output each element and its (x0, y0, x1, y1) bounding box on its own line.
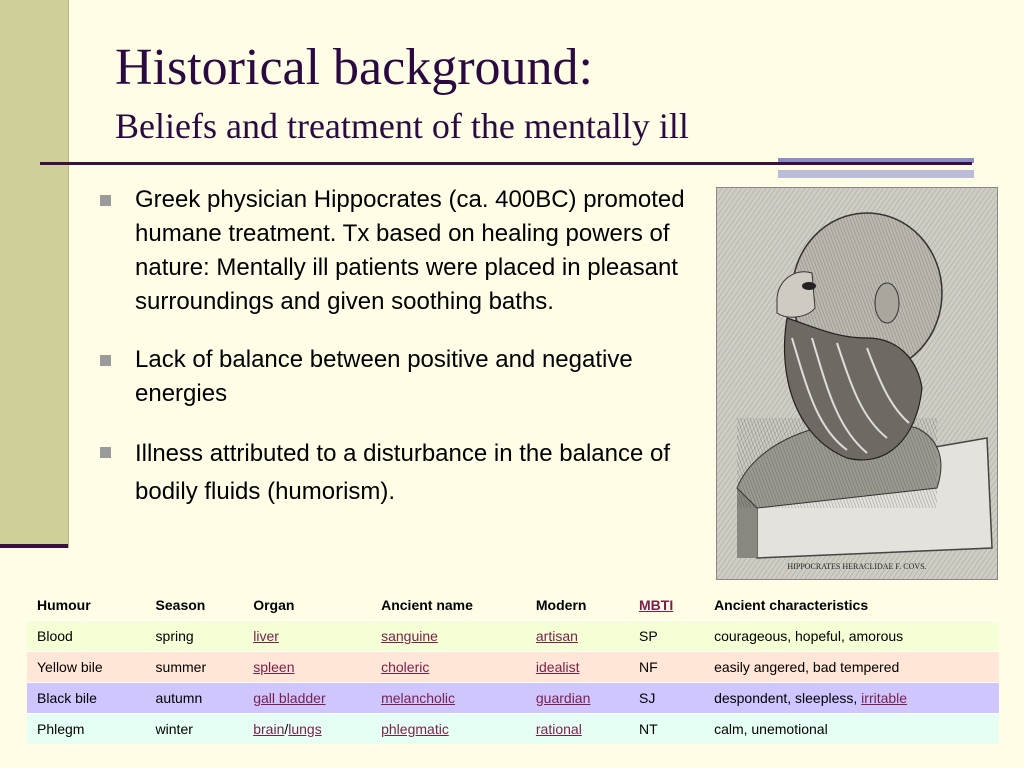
modern-link[interactable]: guardian (535, 690, 591, 706)
bullet-text: Greek physician Hippocrates (ca. 400BC) promoted humane treatment. Tx based on healing powers of nature: Mentally ill patients were placed in pleasant surroundings and given soothing baths. (135, 186, 685, 315)
portrait-caption: HIPPOCRATES HERACLIDAE F. COVS. (787, 562, 927, 571)
bullet-item (100, 435, 690, 511)
bullet-list (100, 183, 690, 535)
brain-link[interactable]: brain (253, 721, 285, 737)
modern-link[interactable]: rational (535, 721, 582, 737)
bullet-item (100, 343, 690, 411)
cell-mbti: SP (629, 621, 704, 652)
cell-organ (243, 714, 371, 745)
cell-humour: Black bile (27, 683, 146, 714)
cell-ancient-name (371, 714, 526, 745)
cell-characteristics: easily angered, bad tempered (704, 652, 999, 683)
irritable-link[interactable]: irritable (861, 690, 908, 706)
cell-organ (243, 683, 371, 714)
hippocrates-portrait (716, 187, 998, 580)
slide-title: Historical background: (115, 39, 593, 96)
lungs-link[interactable]: lungs (288, 721, 322, 737)
organ-link[interactable]: liver (253, 628, 279, 644)
cell-ancient-name (371, 621, 526, 652)
ancient-name-link[interactable]: melancholic (381, 690, 456, 706)
cell-mbti: SJ (629, 683, 704, 714)
characteristics-text: despondent, sleepless, (714, 690, 862, 706)
col-header-humour: Humour (27, 590, 146, 621)
cell-modern (526, 714, 629, 745)
col-header-characteristics: Ancient characteristics (704, 590, 999, 621)
title-rule (40, 162, 972, 165)
cell-season: spring (146, 621, 244, 652)
cell-season: winter (146, 714, 244, 745)
col-header-season: Season (146, 590, 244, 621)
cell-humour: Phlegm (27, 714, 146, 745)
cell-characteristics: calm, unemotional (704, 714, 999, 745)
cell-humour: Blood (27, 621, 146, 652)
title-block (115, 38, 689, 148)
ancient-name-link[interactable]: choleric (381, 659, 430, 675)
cell-mbti: NT (629, 714, 704, 745)
modern-link[interactable]: idealist (535, 659, 580, 675)
modern-link[interactable]: artisan (535, 628, 578, 644)
cell-modern (526, 683, 629, 714)
cell-organ (243, 652, 371, 683)
cell-season: summer (146, 652, 244, 683)
cell-characteristics (704, 683, 999, 714)
title-accent-bar-lower (778, 170, 974, 178)
organ-link[interactable]: gall bladder (253, 690, 326, 706)
table-row (27, 683, 999, 714)
cell-season: autumn (146, 683, 244, 714)
col-header-ancient-name: Ancient name (371, 590, 526, 621)
table-header-row (27, 590, 999, 621)
bullet-text: Illness attributed to a disturbance in the balance of bodily fluids (humorism). (135, 440, 671, 505)
cell-humour: Yellow bile (27, 652, 146, 683)
bullet-item (100, 183, 690, 319)
col-header-mbti[interactable] (629, 590, 704, 621)
cell-ancient-name (371, 652, 526, 683)
side-band (0, 0, 69, 548)
table-row (27, 714, 999, 745)
organ-separator: / (284, 721, 289, 737)
cell-ancient-name (371, 683, 526, 714)
humours-table (27, 590, 999, 744)
side-accent-line (0, 544, 68, 548)
square-bullet-icon (100, 355, 111, 366)
col-header-organ: Organ (243, 590, 371, 621)
square-bullet-icon (100, 195, 111, 206)
cell-organ (243, 621, 371, 652)
col-header-modern: Modern (526, 590, 629, 621)
ancient-name-link[interactable]: sanguine (381, 628, 438, 644)
cell-modern (526, 621, 629, 652)
organ-link[interactable]: spleen (253, 659, 295, 675)
cell-mbti: NF (629, 652, 704, 683)
bullet-text: Lack of balance between positive and negative energies (135, 346, 633, 407)
mbti-link[interactable]: MBTI (639, 597, 674, 613)
cell-characteristics: courageous, hopeful, amorous (704, 621, 999, 652)
table-row (27, 621, 999, 652)
table-row (27, 652, 999, 683)
slide-subtitle: Beliefs and treatment of the mentally ill (115, 106, 689, 146)
portrait-engraving-icon (717, 188, 997, 579)
cell-modern (526, 652, 629, 683)
ancient-name-link[interactable]: phlegmatic (381, 721, 449, 737)
square-bullet-icon (100, 447, 111, 458)
